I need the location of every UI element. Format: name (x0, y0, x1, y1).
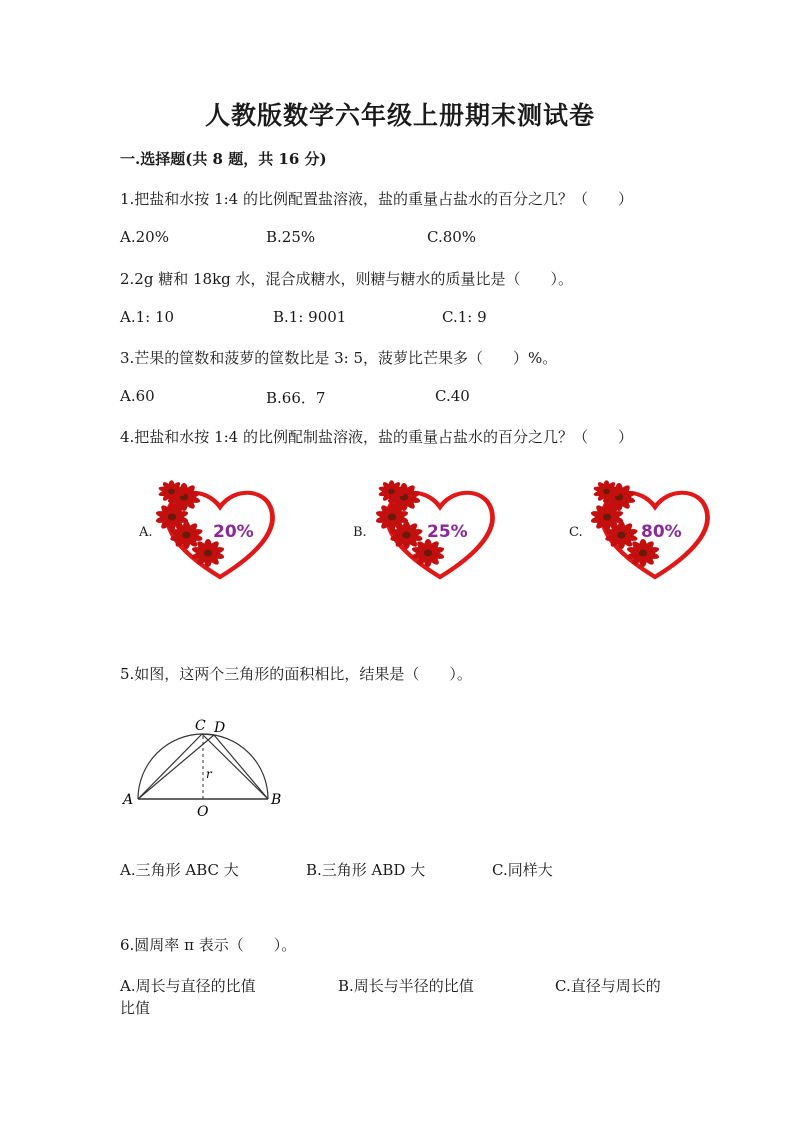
q5-option-a[interactable]: A.三角形 ABC 大 (120, 861, 239, 879)
heart-a-value: 20% (213, 522, 254, 542)
q1-option-b[interactable]: B.25% (266, 228, 316, 246)
q1-option-a[interactable]: A.20% (120, 228, 169, 246)
heart-b-value: 25% (427, 522, 468, 542)
q3-option-c[interactable]: C.40 (435, 387, 470, 405)
question-4: 4.把盐和水按 1:4 的比例配制盐溶液，盐的重量占盐水的百分之几？（ ） (120, 428, 633, 446)
q6-option-c[interactable]: C.直径与周长的 (555, 977, 661, 995)
heart-c-letter: C. (569, 525, 583, 540)
question-3: 3.芒果的筐数和菠萝的筐数比是 3: 5，菠萝比芒果多（ ）%。 (120, 349, 558, 367)
q2-option-a[interactable]: A.1: 10 (120, 308, 175, 326)
page-title: 人教版数学六年级上册期末测试卷 (204, 101, 595, 130)
semicircle-triangles-figure (118, 712, 298, 822)
label-d: D (214, 720, 226, 736)
label-o: O (197, 804, 209, 820)
question-2: 2.2g 糖和 18kg 水，混合成糖水，则糖与糖水的质量比是（ ）。 (120, 270, 574, 288)
label-a: A (123, 792, 134, 808)
q6-option-b[interactable]: B.周长与半径的比值 (338, 977, 474, 995)
q6-option-a[interactable]: A.周长与直径的比值 (120, 977, 256, 995)
label-b: B (271, 792, 282, 808)
q5-option-b[interactable]: B.三角形 ABD 大 (306, 861, 426, 879)
q5-option-c[interactable]: C.同样大 (492, 861, 553, 879)
q2-option-b[interactable]: B.1: 9001 (273, 308, 347, 326)
heart-b-letter: B. (353, 525, 367, 540)
label-c: C (195, 718, 206, 734)
q3-option-b[interactable]: B.66．7 (266, 389, 326, 407)
label-r: r (206, 767, 212, 781)
q3-option-a[interactable]: A.60 (120, 387, 155, 405)
heart-a-letter: A. (139, 525, 153, 540)
q1-option-c[interactable]: C.80% (427, 228, 477, 246)
question-5: 5.如图，这两个三角形的面积相比，结果是（ ）。 (120, 665, 472, 683)
heart-c-value: 80% (641, 522, 682, 542)
question-1: 1.把盐和水按 1:4 的比例配置盐溶液，盐的重量占盐水的百分之几？（ ） (120, 190, 633, 208)
q6-option-c-continued: 比值 (120, 999, 151, 1017)
section-heading: 一.选择题(共 8 题，共 16 分) (120, 150, 327, 168)
question-6: 6.圆周率 π 表示（ ）。 (120, 936, 297, 954)
q2-option-c[interactable]: C.1: 9 (442, 308, 487, 326)
